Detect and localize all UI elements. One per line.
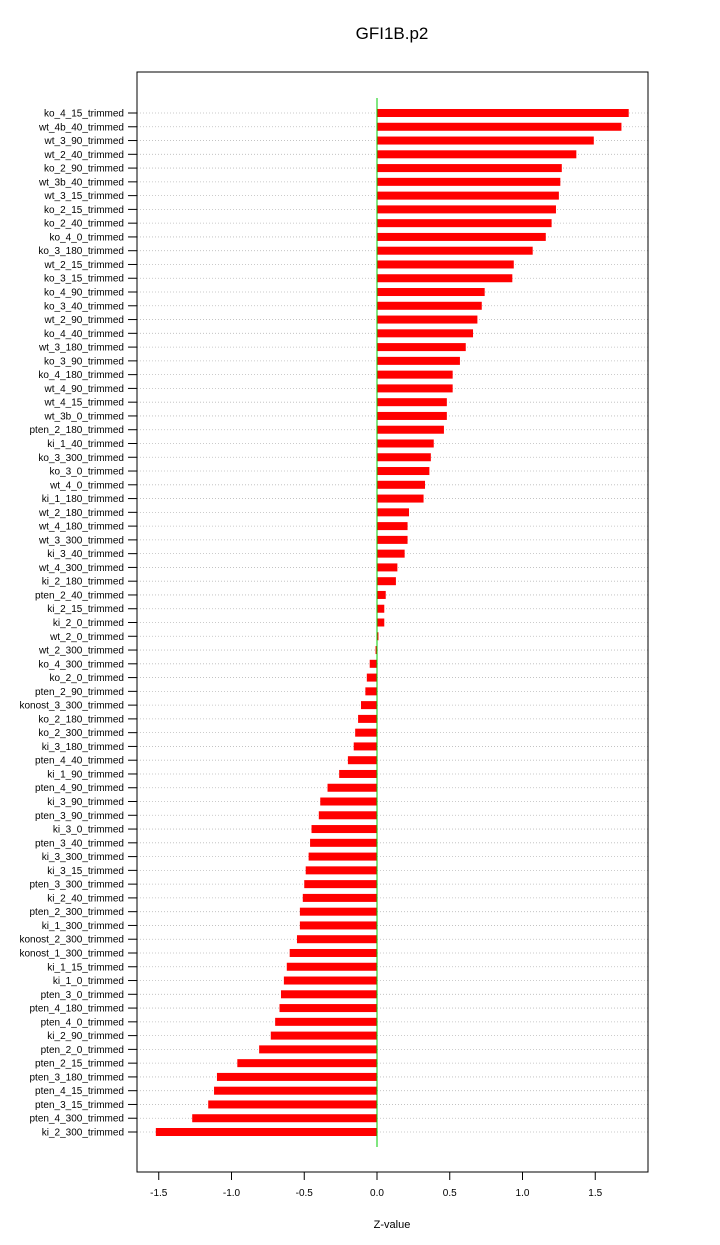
- category-label: pten_4_40_trimmed: [35, 755, 124, 767]
- bar: [377, 192, 559, 200]
- bar: [377, 109, 629, 117]
- bar: [377, 412, 447, 420]
- category-label: pten_2_180_trimmed: [29, 425, 124, 437]
- category-label: ko_4_15_trimmed: [43, 108, 124, 120]
- category-label: ko_2_300_trimmed: [38, 728, 124, 740]
- bar: [377, 329, 473, 337]
- category-label: ki_2_0_trimmed: [52, 618, 124, 629]
- category-label: ki_1_300_trimmed: [41, 920, 124, 932]
- category-label: ko_4_90_trimmed: [43, 287, 124, 299]
- bar: [377, 439, 434, 447]
- category-label: wt_3_90_trimmed: [44, 136, 124, 148]
- category-label: konost_3_300_trimmed: [19, 700, 124, 712]
- x-tick-label: 1.0: [515, 1188, 530, 1199]
- category-label: ki_1_0_trimmed: [52, 976, 124, 988]
- bar: [304, 880, 377, 888]
- category-label: wt_4_90_trimmed: [44, 383, 124, 395]
- bar: [192, 1114, 377, 1122]
- bar: [328, 784, 377, 792]
- category-label: konost_2_300_trimmed: [19, 934, 124, 946]
- category-label: pten_3_180_trimmed: [29, 1072, 124, 1084]
- category-label: konost_1_300_trimmed: [19, 948, 124, 960]
- bar: [377, 536, 408, 544]
- bar: [208, 1100, 377, 1108]
- category-label: ki_3_0_trimmed: [52, 824, 124, 836]
- category-label: wt_4_15_trimmed: [44, 397, 124, 409]
- x-axis: [150, 1172, 603, 1199]
- bar: [377, 426, 444, 434]
- category-label: ki_3_15_trimmed: [47, 865, 124, 877]
- category-label: ki_3_90_trimmed: [47, 797, 124, 809]
- bar: [310, 839, 377, 847]
- category-label: pten_4_0_trimmed: [40, 1017, 124, 1029]
- bar: [377, 467, 429, 475]
- bar: [237, 1059, 377, 1067]
- bar: [377, 247, 533, 255]
- category-label: wt_3b_0_trimmed: [44, 411, 124, 423]
- bar: [319, 811, 377, 819]
- category-label: ko_4_0_trimmed: [49, 232, 124, 244]
- bar: [377, 453, 431, 461]
- category-label: wt_4_0_trimmed: [50, 480, 124, 492]
- bar: [348, 756, 377, 764]
- bar: [377, 150, 576, 158]
- category-label: wt_3_300_trimmed: [38, 535, 124, 547]
- category-label: pten_4_15_trimmed: [35, 1086, 124, 1098]
- category-label: ko_2_15_trimmed: [43, 204, 124, 216]
- category-label: ki_2_180_trimmed: [41, 576, 124, 588]
- bar: [271, 1032, 377, 1040]
- bar: [365, 687, 377, 695]
- bar: [377, 316, 477, 324]
- category-label: ki_1_180_trimmed: [41, 494, 124, 506]
- category-label: pten_2_90_trimmed: [35, 686, 124, 698]
- x-tick-label: -1.0: [222, 1188, 241, 1199]
- bar: [377, 605, 384, 613]
- category-label: wt_2_180_trimmed: [38, 507, 124, 519]
- category-label: pten_2_300_trimmed: [29, 907, 124, 919]
- category-label: wt_3_180_trimmed: [38, 342, 124, 354]
- bar: [287, 963, 377, 971]
- bar: [377, 288, 485, 296]
- category-label: ko_2_90_trimmed: [43, 163, 124, 175]
- category-label: pten_4_300_trimmed: [29, 1113, 124, 1125]
- category-label: wt_4_180_trimmed: [38, 521, 124, 533]
- category-label: pten_4_180_trimmed: [29, 1003, 124, 1015]
- bar: [377, 205, 556, 213]
- bar: [377, 481, 425, 489]
- bar: [354, 742, 377, 750]
- category-label: ki_3_300_trimmed: [41, 852, 124, 864]
- chart-title: GFI1B.p2: [355, 24, 429, 43]
- category-label: wt_2_40_trimmed: [44, 149, 124, 161]
- bar: [377, 591, 386, 599]
- bar: [377, 619, 384, 627]
- category-label: ki_1_90_trimmed: [47, 769, 124, 781]
- bar: [377, 577, 396, 585]
- bar: [377, 343, 466, 351]
- category-labels: [19, 109, 137, 1139]
- category-label: ko_2_180_trimmed: [38, 714, 124, 726]
- category-label: pten_3_40_trimmed: [35, 838, 124, 850]
- bar: [377, 398, 447, 406]
- category-label: ki_3_40_trimmed: [47, 549, 124, 561]
- category-label: pten_3_90_trimmed: [35, 810, 124, 822]
- bar: [377, 137, 594, 145]
- category-label: pten_3_300_trimmed: [29, 879, 124, 891]
- x-axis-label: Z-value: [373, 1219, 411, 1231]
- bar: [281, 990, 377, 998]
- bar: [377, 522, 408, 530]
- bar: [377, 302, 482, 310]
- bar: [339, 770, 377, 778]
- category-label: ko_3_90_trimmed: [43, 356, 124, 368]
- bar: [306, 866, 377, 874]
- category-label: pten_3_0_trimmed: [40, 989, 124, 1001]
- bar: [377, 384, 453, 392]
- category-label: pten_3_15_trimmed: [35, 1099, 124, 1111]
- bar: [377, 123, 621, 131]
- bar: [259, 1045, 377, 1053]
- bar: [377, 563, 397, 571]
- bar: [377, 508, 409, 516]
- category-label: wt_2_15_trimmed: [44, 259, 124, 271]
- bar: [361, 701, 377, 709]
- category-label: ko_2_0_trimmed: [49, 673, 124, 685]
- category-label: ko_2_40_trimmed: [43, 218, 124, 230]
- bar: [214, 1087, 377, 1095]
- category-label: ko_3_0_trimmed: [49, 466, 124, 478]
- category-label: wt_2_0_trimmed: [50, 631, 124, 643]
- bar: [377, 357, 460, 365]
- bar: [290, 949, 377, 957]
- bar: [303, 894, 377, 902]
- category-label: ki_2_300_trimmed: [41, 1127, 124, 1139]
- x-tick-label: 1.5: [588, 1188, 603, 1199]
- bar: [300, 908, 377, 916]
- bar: [377, 495, 424, 503]
- bar: [300, 921, 377, 929]
- x-tick-label: 0.0: [370, 1188, 384, 1199]
- category-label: ki_3_180_trimmed: [41, 741, 124, 753]
- bar: [312, 825, 377, 833]
- bar: [156, 1128, 377, 1136]
- category-label: ko_3_180_trimmed: [38, 246, 124, 258]
- category-label: ki_1_40_trimmed: [47, 438, 124, 450]
- bar: [377, 550, 405, 558]
- category-label: ko_4_300_trimmed: [38, 659, 124, 671]
- bar: [377, 219, 552, 227]
- bar: [358, 715, 377, 723]
- category-label: ki_2_90_trimmed: [47, 1031, 124, 1043]
- category-label: ki_2_40_trimmed: [47, 893, 124, 905]
- bar: [297, 935, 377, 943]
- category-label: ko_3_300_trimmed: [38, 452, 124, 464]
- bar: [367, 674, 377, 682]
- category-label: wt_2_300_trimmed: [38, 645, 124, 657]
- x-tick-label: -1.5: [150, 1188, 168, 1199]
- bar: [377, 371, 453, 379]
- category-label: pten_2_15_trimmed: [35, 1058, 124, 1070]
- x-tick-label: -0.5: [295, 1188, 313, 1199]
- category-label: wt_2_90_trimmed: [44, 315, 124, 327]
- category-label: ko_4_180_trimmed: [38, 370, 124, 382]
- category-label: ki_2_15_trimmed: [47, 604, 124, 616]
- bar: [309, 853, 377, 861]
- category-label: wt_3_15_trimmed: [44, 191, 124, 203]
- category-label: ki_1_15_trimmed: [47, 962, 124, 974]
- bar: [217, 1073, 377, 1081]
- bar: [377, 274, 512, 282]
- bar: [275, 1018, 377, 1026]
- bar: [355, 729, 377, 737]
- category-label: ko_4_40_trimmed: [43, 328, 124, 340]
- category-label: wt_3b_40_trimmed: [38, 177, 124, 189]
- bar: [377, 178, 560, 186]
- bar: [377, 164, 562, 172]
- bar: [377, 260, 514, 268]
- bar: [377, 233, 546, 241]
- bar: [370, 660, 377, 668]
- bar: [320, 798, 377, 806]
- x-tick-label: 0.5: [442, 1188, 457, 1199]
- bar: [284, 977, 377, 985]
- category-label: pten_2_0_trimmed: [40, 1044, 124, 1056]
- category-label: ko_3_40_trimmed: [43, 301, 124, 313]
- category-label: pten_4_90_trimmed: [35, 783, 124, 795]
- category-label: ko_3_15_trimmed: [43, 273, 124, 285]
- bar: [280, 1004, 377, 1012]
- category-label: wt_4b_40_trimmed: [38, 122, 124, 134]
- category-label: pten_2_40_trimmed: [35, 590, 124, 602]
- category-label: wt_4_300_trimmed: [38, 562, 124, 574]
